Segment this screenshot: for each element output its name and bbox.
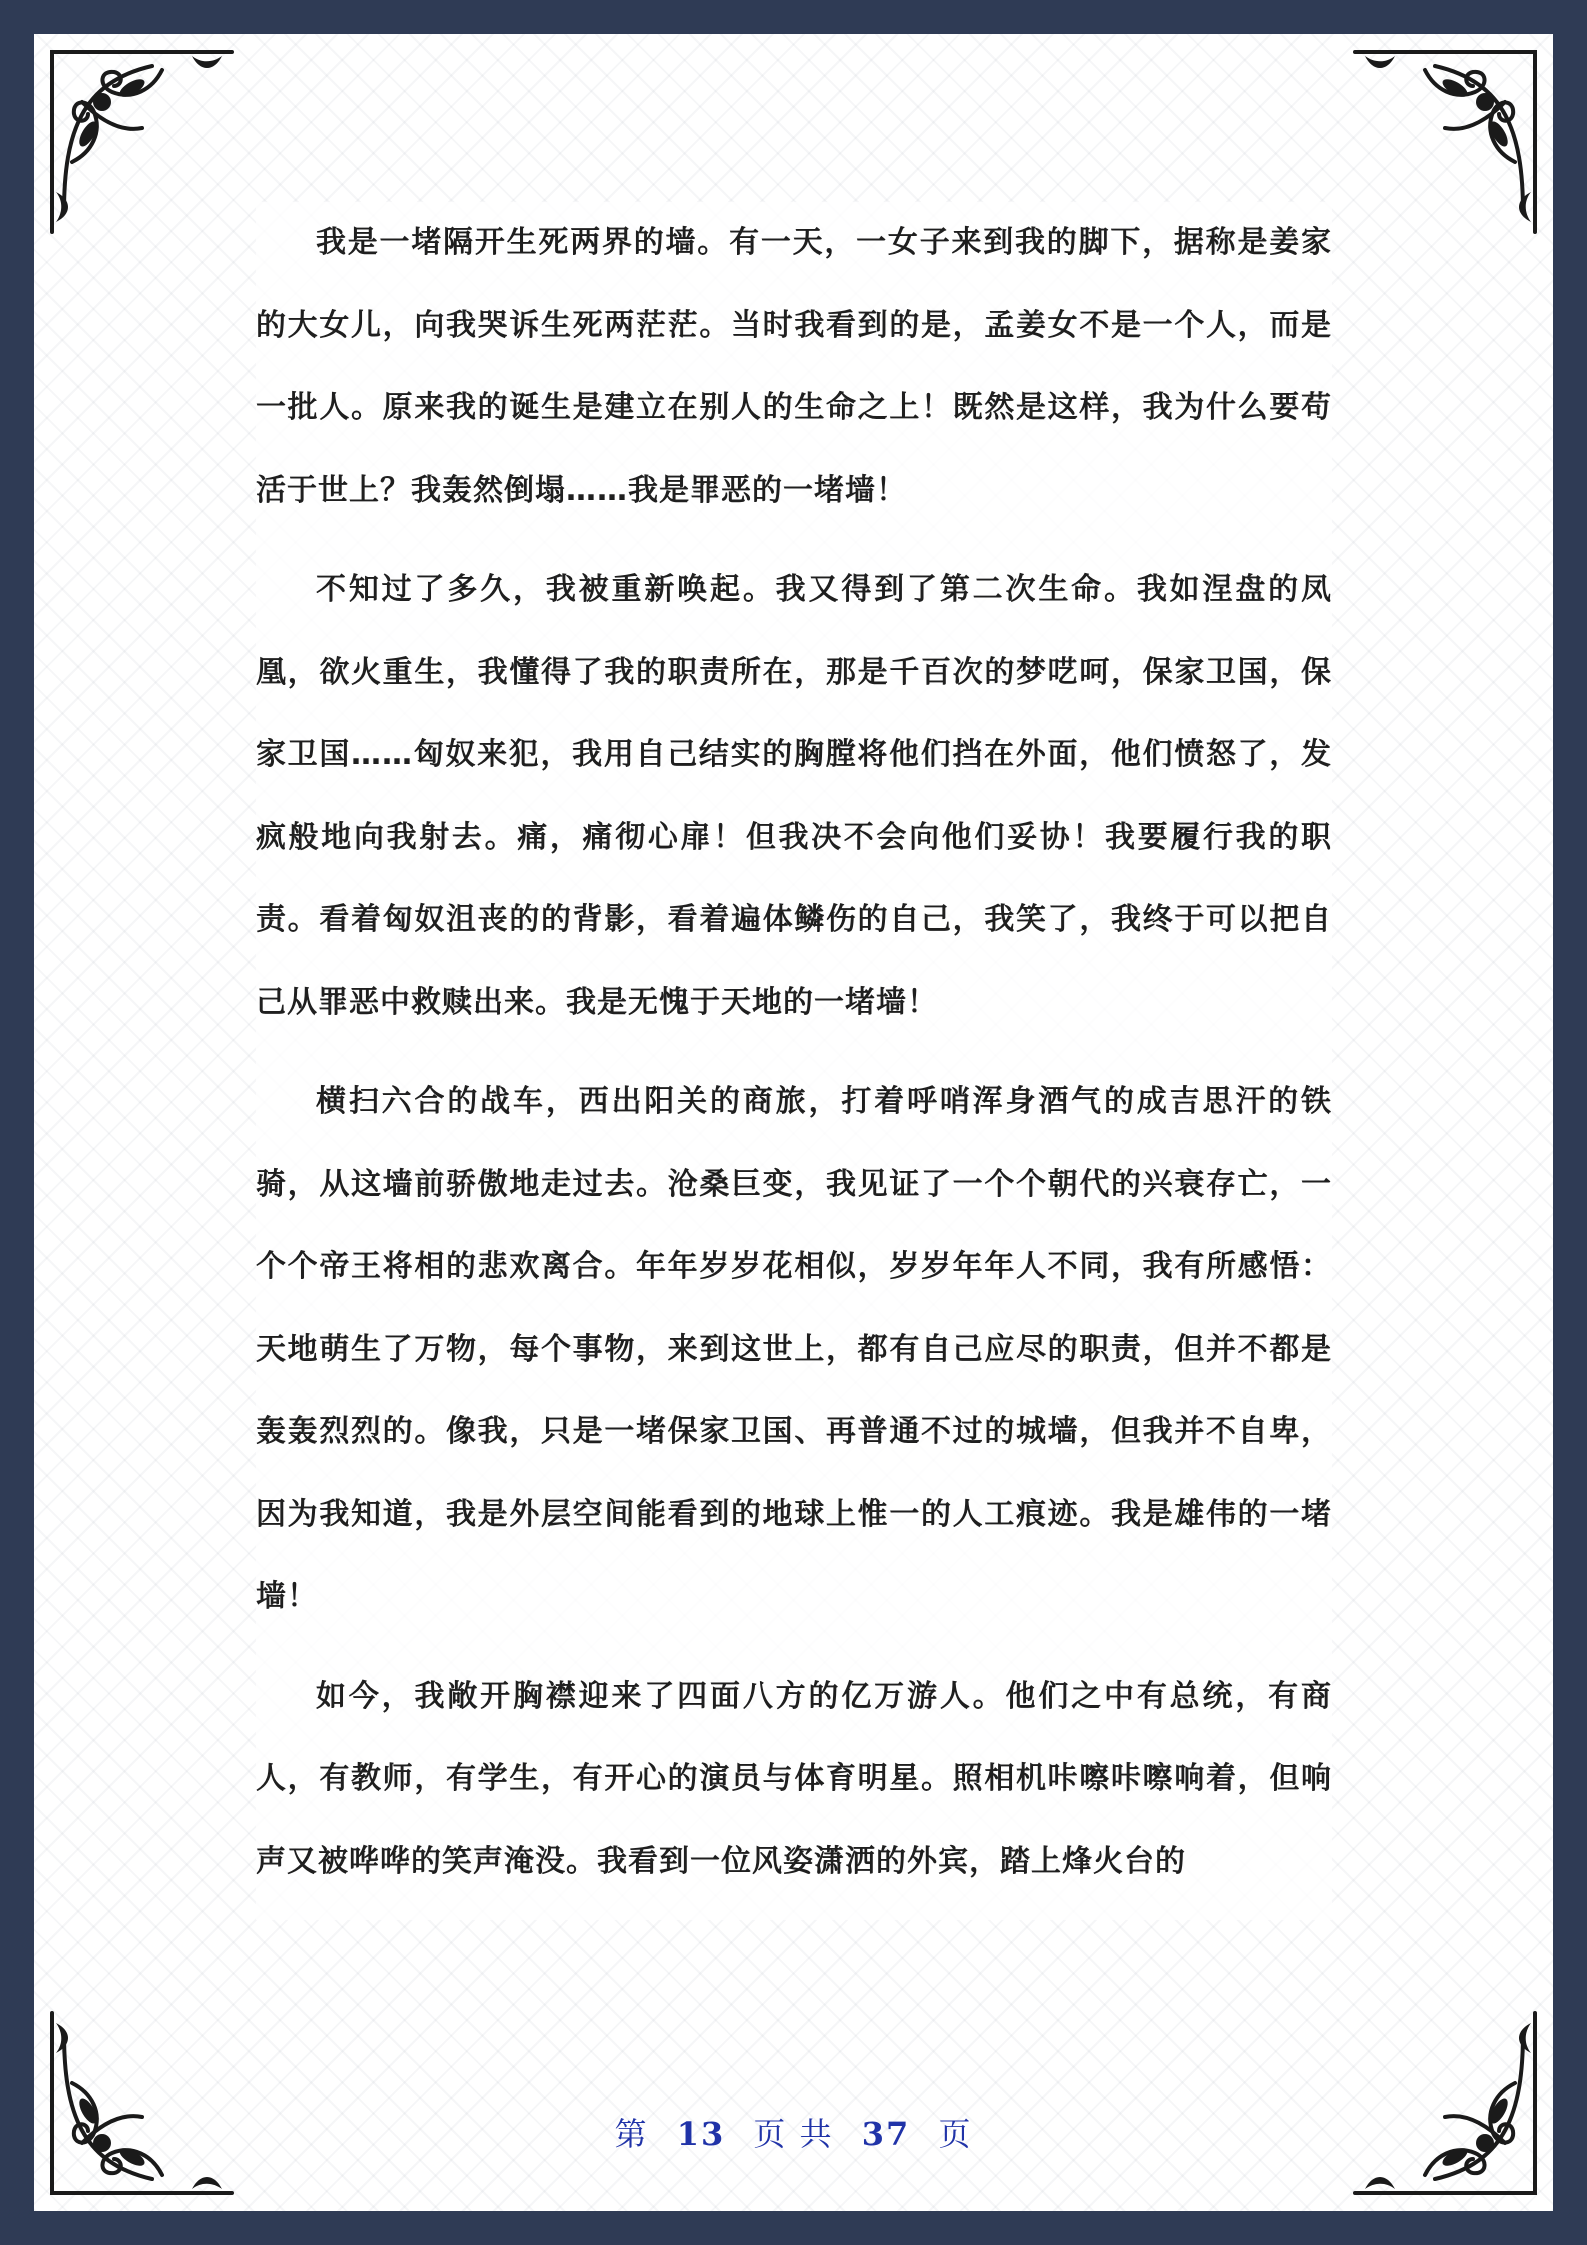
footer-prefix: 第 (614, 2115, 649, 2153)
current-page-number: 13 (676, 2115, 726, 2153)
paragraph-2: 不知过了多久，我被重新唤起。我又得到了第二次生命。我如涅盘的凤凰，欲火重生，我懂得了我的职责所在，那是千百次的梦呓呵，保家卫国，保家卫国……匈奴来犯，我用自己结实的胸膛将他们挡在外面，他们愤怒了，发疯般地向我射去。痛，痛彻心扉！但我决不会向他们妥协！我要履行我的职责。看着匈奴沮丧的的背影，看着遍体鳞伤的自己，我笑了，我终于可以把自己从罪恶中救赎出来。我是无愧于天地的一堵墙！ (256, 572, 1332, 1020)
body-text (256, 202, 1332, 1920)
paragraph-3: 横扫六合的战车，西出阳关的商旅，打着呼哨浑身酒气的成吉思汗的铁骑，从这墙前骄傲地走过去。沧桑巨变，我见证了一个个朝代的兴衰存亡，一个个帝王将相的悲欢离合。年年岁岁花相似，岁岁年年人不同，我有所感悟：天地萌生了万物，每个事物，来到这世上，都有自己应尽的职责，但并不都是轰轰烈烈的。像我，只是一堵保家卫国、再普通不过的城墙，但我并不自卑，因为我知道，我是外层空间能看到的地球上惟一的人工痕迹。我是雄伟的一堵墙！ (256, 1084, 1332, 1614)
corner-ornament-bottom-right (1345, 2003, 1545, 2203)
corner-ornament-top-left (42, 42, 242, 242)
total-page-count: 37 (861, 2115, 911, 2153)
footer-middle: 页 共 (753, 2115, 834, 2153)
paragraph-4: 如今，我敞开胸襟迎来了四面八方的亿万游人。他们之中有总统，有商人，有教师，有学生，有开心的演员与体育明星。照相机咔嚓咔嚓响着，但响声又被哗哗的笑声淹没。我看到一位风姿潇洒的外宾，踏上烽火台的 (256, 1678, 1332, 1879)
paragraph-1: 我是一堵隔开生死两界的墙。有一天，一女子来到我的脚下，据称是姜家的大女儿，向我哭诉生死两茫茫。当时我看到的是，孟姜女不是一个人，而是一批人。原来我的诞生是建立在别人的生命之上！既然是这样，我为什么要苟活于世上？我轰然倒塌……我是罪恶的一堵墙！ (256, 225, 1332, 508)
document-page (34, 34, 1553, 2211)
corner-ornament-bottom-left (42, 2003, 242, 2203)
corner-ornament-top-right (1345, 42, 1545, 242)
page-number-footer (34, 2109, 1553, 2155)
footer-suffix: 页 (938, 2115, 973, 2153)
